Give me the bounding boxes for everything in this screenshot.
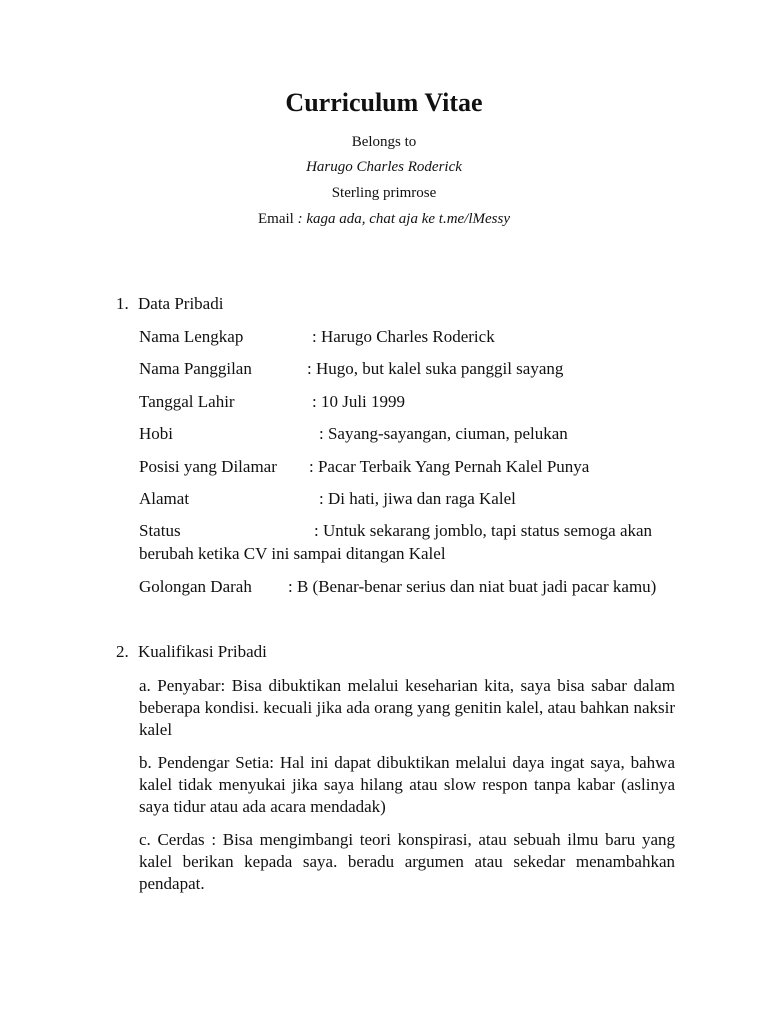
section-2-title: Kualifikasi Pribadi bbox=[138, 642, 267, 661]
field-value: : Hugo, but kalel suka panggil sayang bbox=[307, 359, 564, 378]
section-2-heading bbox=[116, 642, 267, 662]
field-row bbox=[139, 521, 653, 541]
field-label: Hobi bbox=[139, 424, 173, 443]
belongs-to-label: Belongs to bbox=[351, 134, 417, 150]
field-row bbox=[139, 392, 406, 412]
email-line bbox=[0, 211, 768, 228]
subtitle: Sterling primrose bbox=[331, 185, 437, 201]
field-row bbox=[139, 359, 564, 379]
section-1-title: Data Pribadi bbox=[138, 294, 224, 313]
field-continuation: berubah ketika CV ini sampai ditangan Kalel bbox=[139, 544, 446, 563]
qualification-item: c. Cerdas : Bisa mengimbangi teori konspirasi, atau sebuah ilmu baru yang kalel berikan kepada saya. beradu argumen atau sekedar menambahkan pendapat. bbox=[139, 830, 675, 893]
field-label: Nama Panggilan bbox=[139, 359, 252, 378]
section-1-number: 1. bbox=[116, 294, 129, 313]
field-value: : Harugo Charles Roderick bbox=[312, 327, 495, 346]
field-row bbox=[139, 457, 590, 477]
field-row bbox=[139, 489, 516, 509]
section-1-heading bbox=[116, 294, 223, 314]
field-value: : Sayang-sayangan, ciuman, pelukan bbox=[319, 424, 568, 443]
field-label: Posisi yang Dilamar bbox=[139, 457, 277, 476]
field-value: : 10 Juli 1999 bbox=[312, 392, 406, 411]
field-label: Nama Lengkap bbox=[139, 327, 244, 346]
email-value: kaga ada, chat aja ke t.me/lMessy bbox=[306, 211, 511, 227]
qualification-item: a. Penyabar: Bisa dibuktikan melalui keseharian kita, saya bisa sabar dalam beberapa kondisi. kecuali jika ada orang yang genitin kalel, atau bahkan naksir kalel bbox=[139, 676, 675, 739]
section-2-number: 2. bbox=[116, 642, 129, 661]
field-label: Golongan Darah bbox=[139, 577, 252, 596]
field-value: : Pacar Terbaik Yang Pernah Kalel Punya bbox=[309, 457, 590, 476]
field-label: Alamat bbox=[139, 489, 190, 508]
email-separator: : bbox=[293, 211, 307, 227]
qualification-item: b. Pendengar Setia: Hal ini dapat dibuktikan melalui daya ingat saya, bahwa kalel tidak menyukai jika saya hilang atau slow respon tanpa kabar (aslinya saya tidur atau ada acara mendadak) bbox=[139, 753, 675, 816]
email-label: Email bbox=[257, 211, 294, 227]
field-row bbox=[139, 424, 568, 444]
field-value: : Untuk sekarang jomblo, tapi status semoga akan bbox=[314, 521, 653, 540]
field-row bbox=[139, 577, 657, 597]
field-value: : B (Benar-benar serius dan niat buat jadi pacar kamu) bbox=[288, 577, 657, 596]
field-label: Tanggal Lahir bbox=[139, 392, 235, 411]
page-title: Curriculum Vitae bbox=[285, 88, 483, 117]
owner-name: Harugo Charles Roderick bbox=[306, 159, 462, 175]
field-label: Status bbox=[139, 521, 181, 540]
field-value: : Di hati, jiwa dan raga Kalel bbox=[319, 489, 516, 508]
field-row bbox=[139, 327, 495, 347]
